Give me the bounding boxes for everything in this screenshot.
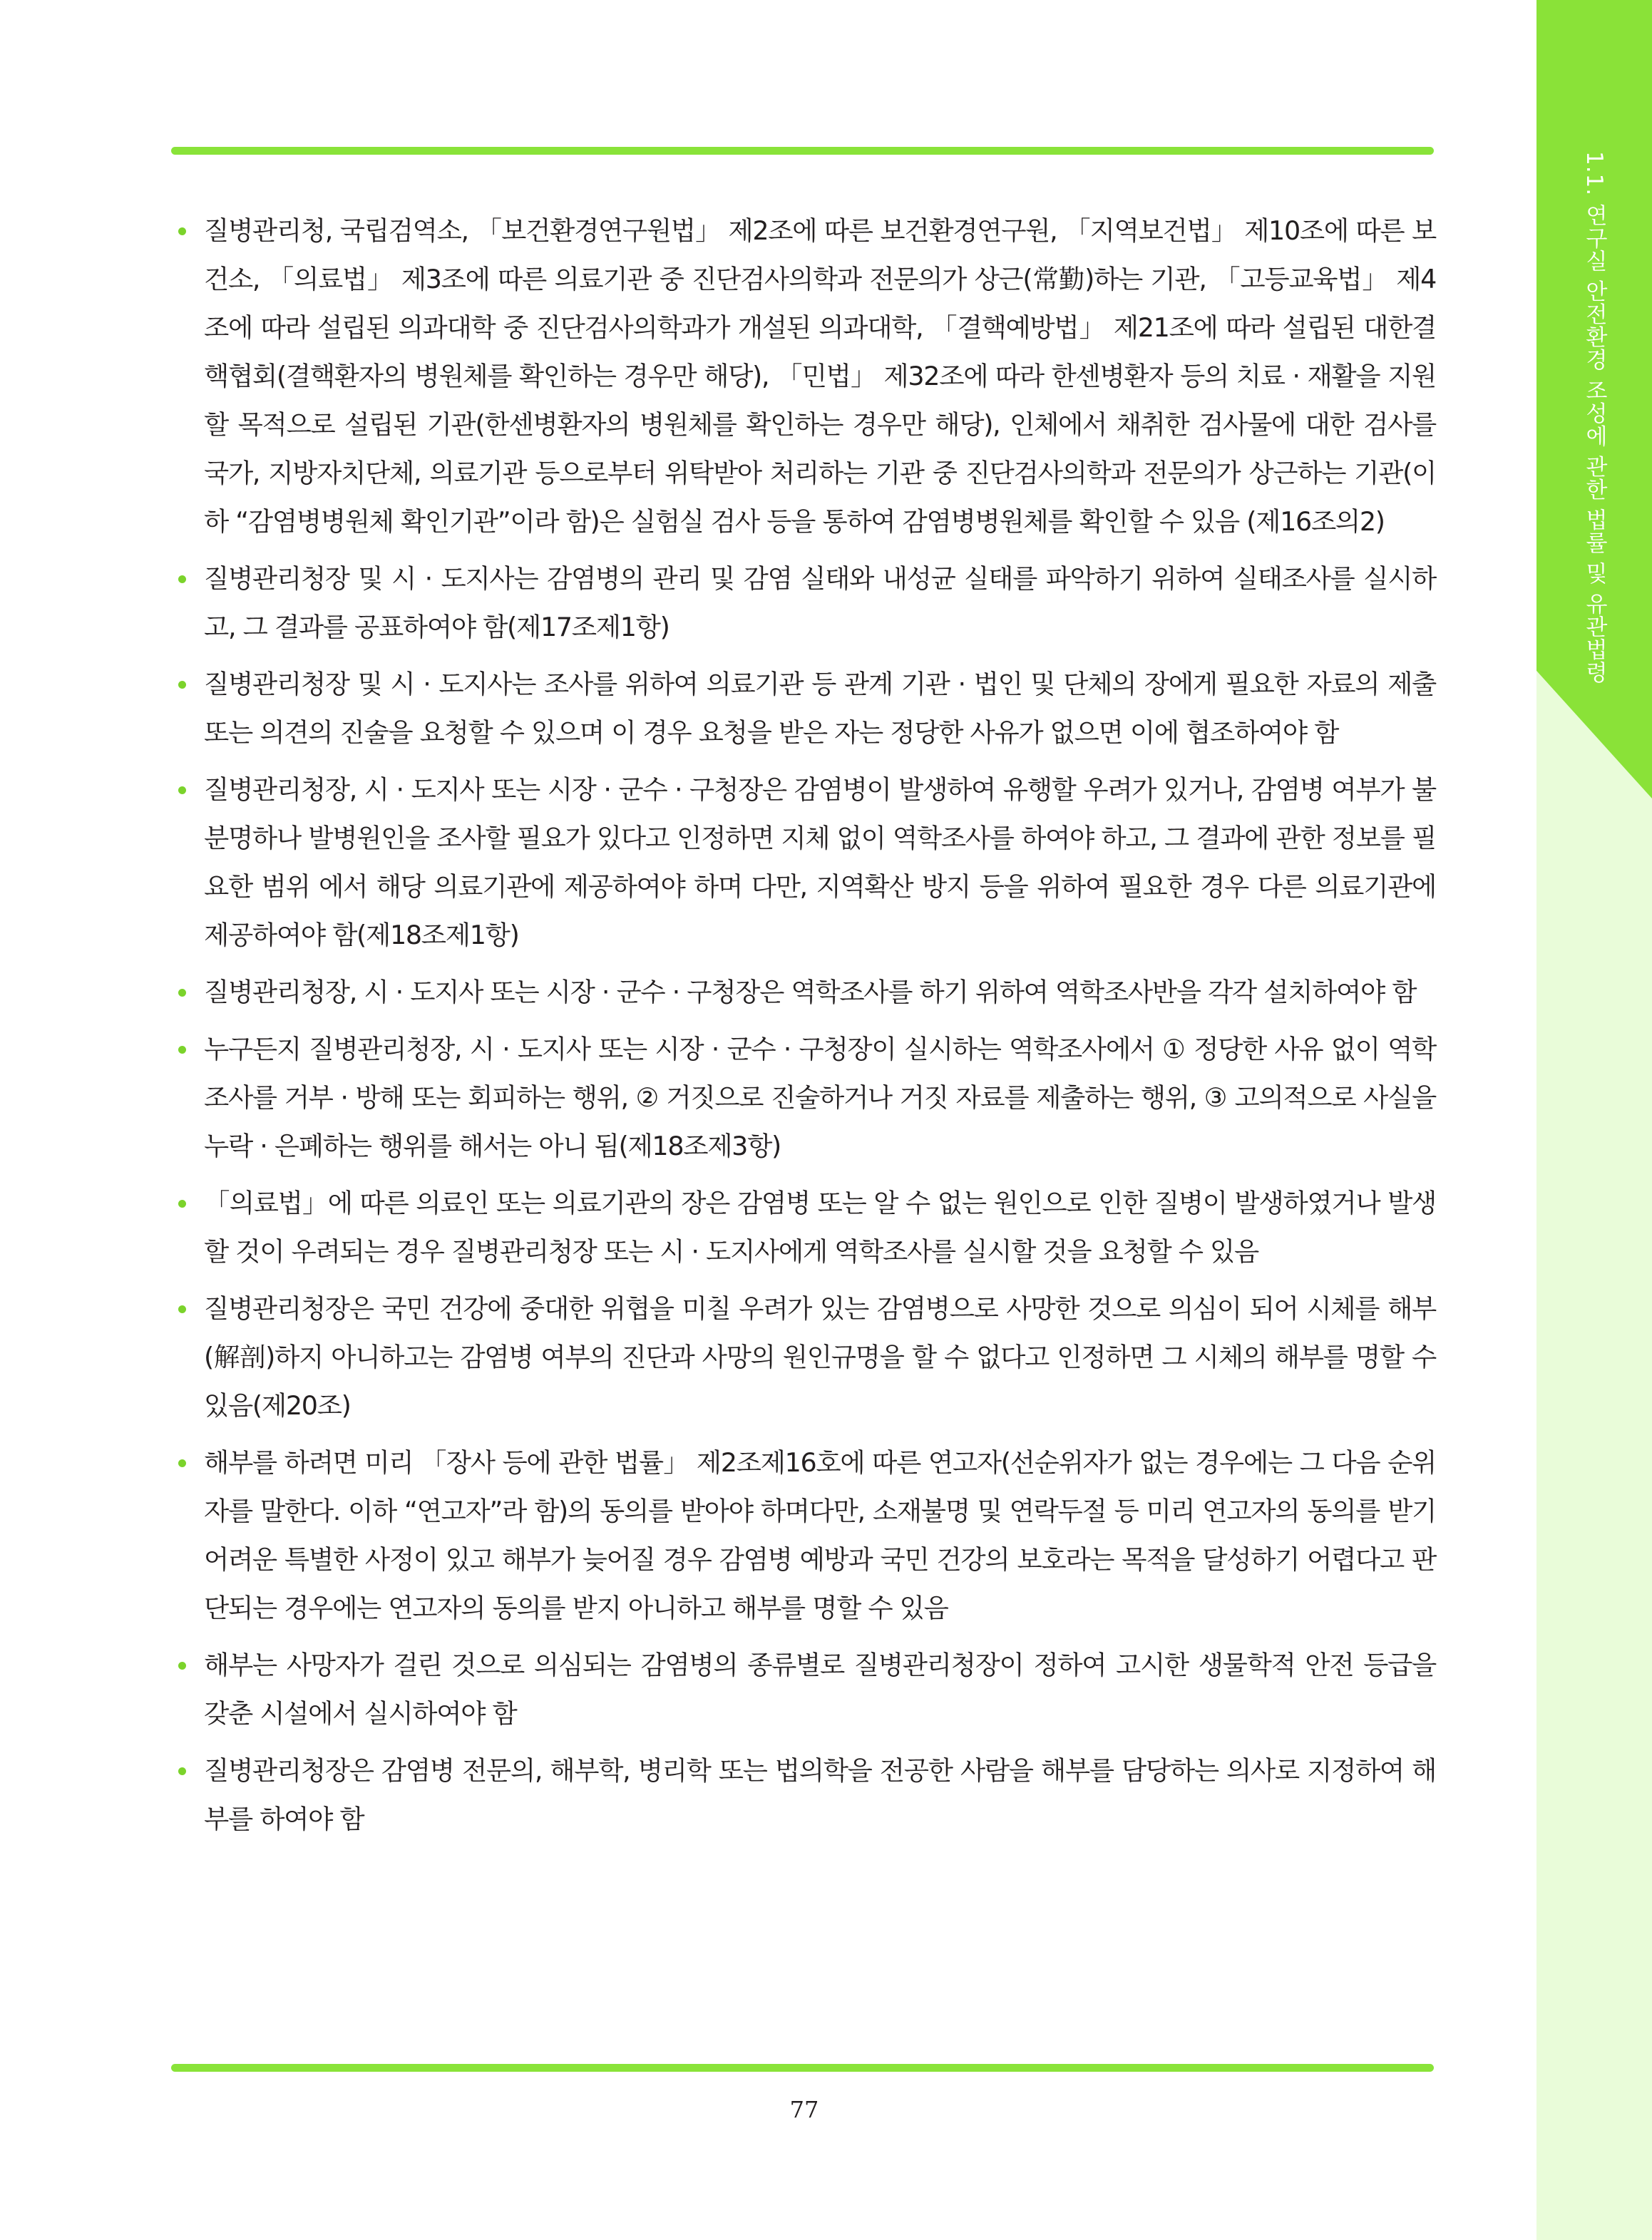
bullet-icon	[178, 1046, 186, 1054]
bullet-icon	[178, 681, 186, 689]
list-item-text: 질병관리청장 및 시 · 도지사는 조사를 위하여 의료기관 등 관계 기관 · 법인 및 단체의 장에게 필요한 자료의 제출 또는 의견의 진술을 요청할 수 있으며 이 경우 요청을 받은 자는 정당한 사유가 없으면 이에 협조하여야 함	[204, 669, 1436, 748]
bullet-icon	[178, 1200, 186, 1208]
list-item-text: 질병관리청, 국립검역소, 「보건환경연구원법」 제2조에 따른 보건환경연구원, 「지역보건법」 제10조에 따른 보건소, 「의료법」 제3조에 따른 의료기관 중 진단검사의학과 전문의가 상근(常勤)하는 기관, 「고등교육법」 제4조에 따라 설립된 의과대학 중 진단검사의학과가 개설된 의과대학, 「결핵예방법」 제21조에 따라 설립된 대한결핵협회(결핵환자의 병원체를 확인하는 경우만 해당), 「민법」 제32조에 따라 한센병환자 등의 치료 · 재활을 지원할 목적으로 설립된 기관(한센병환자의 병원체를 확인하는 경우만 해당), 인체에서 채취한 검사물에 대한 검사를 국가, 지방자치단체, 의료기관 등으로부터 위탁받아 처리하는 기관 중 진단검사의학과 전문의가 상근하는 기관(이하 “감염병병원체 확인기관”이라 함)은 실험실 검사 등을 통하여 감염병병원체를 확인할 수 있음 (제16조의2)	[204, 215, 1436, 537]
list-item-text: 질병관리청장은 감염병 전문의, 해부학, 병리학 또는 법의학을 전공한 사람을 해부를 담당하는 의사로 지정하여 해부를 하여야 함	[204, 1755, 1436, 1834]
list-item	[175, 1747, 1436, 1844]
bullet-icon	[178, 1662, 186, 1670]
list-item	[175, 555, 1436, 652]
list-item	[175, 1439, 1436, 1633]
bullet-icon	[178, 1767, 186, 1775]
list-item-text: 질병관리청장, 시 · 도지사 또는 시장 · 군수 · 구청장은 감염병이 발생하여 유행할 우려가 있거나, 감염병 여부가 불분명하나 발병원인을 조사할 필요가 있다고 인정하면 지체 없이 역학조사를 하여야 하고, 그 결과에 관한 정보를 필요한 범위 에서 해당 의료기관에 제공하여야 하며 다만, 지역확산 방지 등을 위하여 필요한 경우 다른 의료기관에 제공하여야 함(제18조제1항)	[204, 774, 1436, 950]
list-item-text: 질병관리청장, 시 · 도지사 또는 시장 · 군수 · 구청장은 역학조사를 하기 위하여 역학조사반을 각각 설치하여야 함	[204, 977, 1417, 1007]
list-item	[175, 1025, 1436, 1171]
list-item-text: 해부를 하려면 미리 「장사 등에 관한 법률」 제2조제16호에 따른 연고자(선순위자가 없는 경우에는 그 다음 순위자를 말한다. 이하 “연고자”라 함)의 동의를 받아야 하며다만, 소재불명 및 연락두절 등 미리 연고자의 동의를 받기 어려운 특별한 사정이 있고 해부가 늦어질 경우 감염병 예방과 국민 건강의 보호라는 목적을 달성하기 어렵다고 판단되는 경우에는 연고자의 동의를 받지 아니하고 해부를 명할 수 있음	[204, 1447, 1436, 1623]
list-item-text: 해부는 사망자가 걸린 것으로 의심되는 감염병의 종류별로 질병관리청장이 정하여 고시한 생물학적 안전 등급을 갖춘 시설에서 실시하여야 함	[204, 1650, 1436, 1729]
list-item	[175, 766, 1436, 960]
list-item	[175, 968, 1436, 1017]
list-item	[175, 207, 1436, 546]
bullet-icon	[178, 1459, 186, 1467]
bottom-rule	[171, 2064, 1434, 2072]
list-item-text: 누구든지 질병관리청장, 시 · 도지사 또는 시장 · 군수 · 구청장이 실시하는 역학조사에서 ① 정당한 사유 없이 역학조사를 거부 · 방해 또는 회피하는 행위, ② 거짓으로 진술하거나 거짓 자료를 제출하는 행위, ③ 고의적으로 사실을 누락 · 은폐하는 행위를 해서는 아니 됨(제18조제3항)	[204, 1034, 1436, 1161]
list-item	[175, 1285, 1436, 1430]
list-item-text: 질병관리청장은 국민 건강에 중대한 위협을 미칠 우려가 있는 감염병으로 사망한 것으로 의심이 되어 시체를 해부(解剖)하지 아니하고는 감염병 여부의 진단과 사망의 원인규명을 할 수 없다고 인정하면 그 시체의 해부를 명할 수 있음(제20조)	[204, 1293, 1436, 1421]
bullet-icon	[178, 227, 186, 235]
list-item	[175, 1641, 1436, 1738]
list-item	[175, 1179, 1436, 1276]
bullet-icon	[178, 989, 186, 997]
list-item-text: 질병관리청장 및 시 · 도지사는 감염병의 관리 및 감염 실태와 내성균 실태를 파악하기 위하여 실태조사를 실시하고, 그 결과를 공표하여야 함(제17조제1항)	[204, 563, 1436, 642]
bullet-icon	[178, 1305, 186, 1313]
top-rule	[171, 147, 1434, 155]
list-item-text: 「의료법」에 따른 의료인 또는 의료기관의 장은 감염병 또는 알 수 없는 원인으로 인한 질병이 발생하였거나 발생할 것이 우려되는 경우 질병관리청장 또는 시 · 도지사에게 역학조사를 실시할 것을 요청할 수 있음	[204, 1188, 1436, 1267]
page-number: 77	[789, 2096, 819, 2123]
bullet-icon	[178, 786, 186, 794]
bullet-icon	[178, 575, 186, 583]
bullet-list	[175, 207, 1436, 1852]
list-item	[175, 660, 1436, 757]
chapter-label: 1.1. 연구실 안전환경 조성에 관한 법률 및 유관법령	[1581, 151, 1607, 684]
